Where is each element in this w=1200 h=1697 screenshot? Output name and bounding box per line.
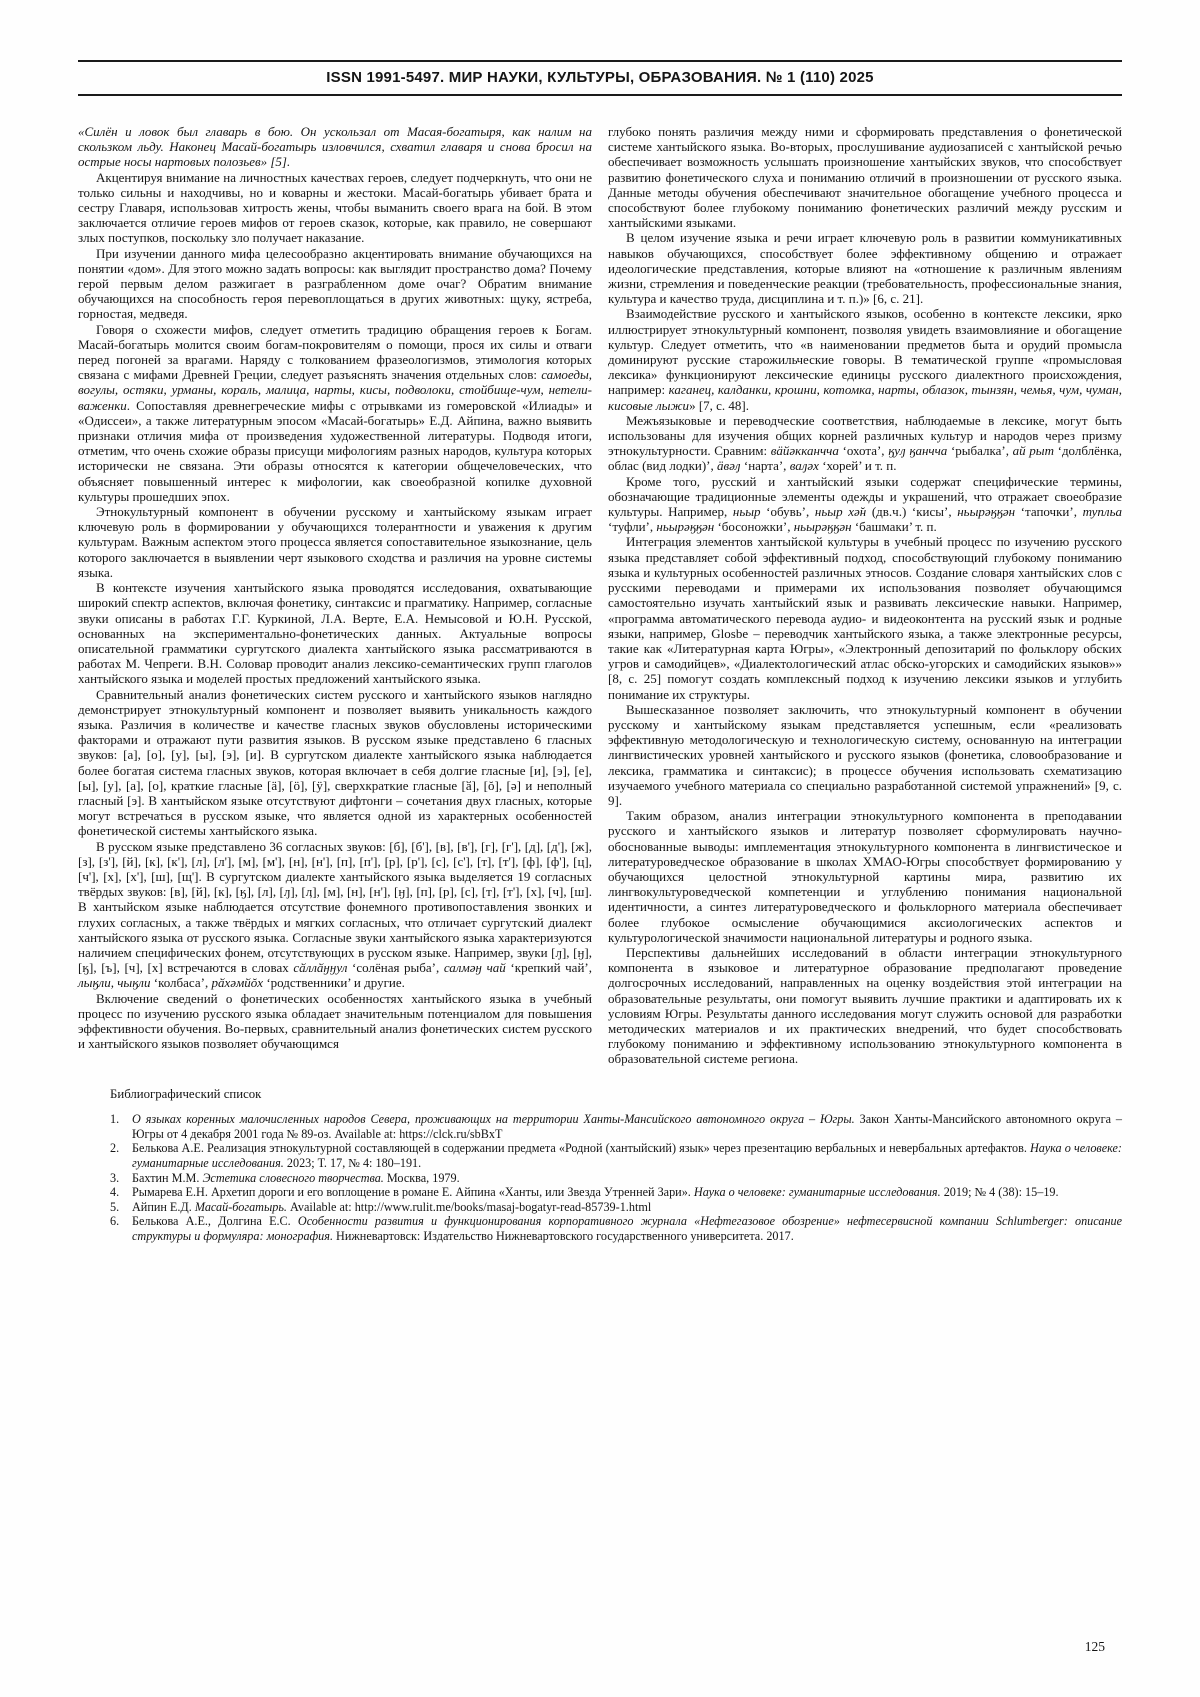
reference-number: 3.: [110, 1170, 120, 1185]
reference-item: [110, 1214, 1122, 1243]
bibliography-heading: Библиографический список: [110, 1086, 262, 1101]
reference-text: О языках коренных малочисленных народов Севера, проживающих на территории Ханты-Мансийского автономного округа – Югры. Закон Ханты-Мансийского автономного округа – Югры от 4 декабря 2001 года № 89-оз. Available at: https://clck.ru/sbBxT: [132, 1112, 1122, 1141]
paragraph: Межъязыковые и переводческие соответствия, наблюдаемые в лексике, могут быть использованы для изучения общих корней различных культур и народов через призму этнокультурности. Сравним: вӓйәкканчча ‘охота’, ӄуԓ ӄанчча ‘рыбалка’, ай рыт ‘долблёнка, облас (вид лодки)’, ӓвәԓ ‘нарта’, ваԓәх ‘хорей’ и т. п.: [608, 412, 1123, 474]
paragraph: В контексте изучения хантыйского языка проводятся исследования, охватывающие широкий спектр аспектов, включая фонетику, синтаксис и прагматику. Например, согласные звуки описаны в работах Г.Г. Куркиной, Л.А. Верте, Е.А. Немысовой и Ю.Н. Русской, основанных на экспериментально-фонетических данных. Актуальные вопросы описательной грамматики сургутского диалекта хантыйского языка рассматриваются в работах М. Чепреги. В.Н. Соловар проводит анализ лексико-семантических групп глаголов хантыйского языка и моделей простых предложений хантыйского языка.: [78, 580, 592, 687]
running-head: [78, 60, 1122, 96]
reference-text: Белькова А.Е. Реализация этнокультурной составляющей в содержании предмета «Родной (хантыйский) язык» через презентацию вербальных и невербальных артефактов. Наука о человеке: гуманитарные исследования. 2023; Т. 17, № 4: 180–191.: [132, 1141, 1122, 1170]
reference-text: Айпин Е.Д. Масай-богатырь. Available at: http://www.rulit.me/books/masaj-bogatyr-read-85739-1.html: [132, 1199, 652, 1214]
paragraph: В целом изучение языка и речи играет ключевую роль в развитии коммуникативных навыков обучающихся, способствует более эффективному общению и отражает идеологические представления, которые влияют на «отношение к различным явлениям жизни, стремления и поведенческие реакции (требовательность, профессиональные знания, культура и качество труда, дисциплина и т. п.)» [6, с. 21].: [608, 230, 1122, 307]
reference-item: [110, 1200, 1122, 1215]
left-column: [78, 124, 592, 1067]
paragraph: Перспективы дальнейших исследований в области интеграции этнокультурного компонента в языковое и литературное образование предполагают проведение долгосрочных исследований, направленных на оценку воздействия этой интеграции на образовательные результаты, они помогут выявить лучшие практики и адаптировать их к условиям Югры. Результаты данного исследования могут служить основой для разработки методических материалов и их практических внедрений, что будет способствовать глубокому пониманию и эффективному использованию этнокультурного компонента в образовательной системе региона.: [608, 944, 1122, 1067]
paragraph: Говоря о схожести мифов, следует отметить традицию обращения героев к Богам. Масай-богатырь молится своим богам-покровителям о помощи, прося их силы и отваги перед погоней за врагами. Наряду с толкованием фразеологизмов, этимология которых связана с мифами Древней Греции, следует разъяснять значения отдельных слов: самоеды, вогулы, остяки, урманы, кораль, малица, нарты, кисы, подволоки, стойбище-чум, нетели-важенки. Сопоставляя древнегреческие мифы с отрывками из гомеровской «Илиады» и «Одиссеи», а также литературным эпосом «Масай-богатырь» Е.Д. Айпина, важно выявить признаки отличия мифа от произведения художественной литературы. Подводя итоги, отметим, что очень схожие образы присущи мифологиям разных народов, культура которых исторически не связана. Эти образы относятся к категории общечеловеческих, что объясняет повышенный интерес к мифологии, как своеобразной копилке духовной культуры прошедших эпох.: [78, 321, 592, 504]
paragraph: Интеграция элементов хантыйской культуры в учебный процесс по изучению русского языка представляет собой эффективный подход, способствующий глубокому пониманию языка и культурных особенностей различных этносов. Создание словаря хантыйских слов с русскими переводами и примерами их использования позволяет обучающимся самостоятельно изучать хантыйский язык и развивать лексические навыки. Например, «программа автоматического перевода аудио- и видеоконтента на русский язык и родные языки, например, Glosbe – переводчик хантыйского языка, а также электронные ресурсы, такие как «Литературная карта Югры», «Электронный депозитарий по фольклору обских угров и самодийцев», «Диалектологический атлас обско-угорских и самодийских языков»» [8, с. 25] помогут создать комплексный подход к изучению лексики языков и углубить понимание их структуры.: [608, 534, 1122, 702]
bibliography-section: [110, 1087, 1122, 1244]
right-column: [608, 124, 1122, 1067]
reference-number: 5.: [110, 1199, 120, 1214]
reference-number: 4.: [110, 1185, 120, 1200]
reference-text: Белькова А.Е., Долгина Е.С. Особенности развития и функционирования корпоративного журнала «Нефтегазовое обозрение» нефтесервисной компании Schlumberger: описание структуры и формуляра: монография. Нижневартовск: Издательство Нижневартовского государственного университета. 2017.: [132, 1214, 1122, 1243]
paragraph: Акцентируя внимание на личностных качествах героев, следует подчеркнуть, что они не только сильны и находчивы, но и коварны и жестоки. Масай-богатырь убивает брата и сестру Главаря, использовав хитрость жены, чтобы выманить своего врага на бой. В этом заключается отличие героев мифов от героев сказок, которые, как правило, не совершают злых поступков, поскольку зло получает наказание.: [78, 169, 592, 246]
paragraph: Взаимодействие русского и хантыйского языков, особенно в контексте лексики, ярко иллюстрирует этнокультурный компонент, позволяя увидеть взаимовлияние и обогащение культур. Следует отметить, что «в наименовании предметов быта и орудий промысла доминируют русские старожильческие говоры. В тематической группе «промысловая лексика» функционируют лексические единицы русского диалектного происхождения, например: каганец, калданки, крошни, котомка, нарты, облазок, тынзян, чемья, чум, чуман, кисовые лыжи» [7, с. 48].: [608, 306, 1123, 413]
reference-text: Бахтин М.М. Эстетика словесного творчества. Москва, 1979.: [132, 1170, 460, 1185]
paragraph: «Силён и ловок был главарь в бою. Он ускользал от Масая-богатыря, как налим на скользком льду. Наконец Масай-богатырь изловчился, схватил главаря и снова бросил на острые носы нартовых полозьев» [5].: [78, 124, 592, 170]
paragraph: Сравнительный анализ фонетических систем русского и хантыйского языков наглядно демонстрирует этнокультурный компонент и позволяет выявить уникальность каждого языка. Различия в количестве и качестве гласных звуков обусловлены историческими факторами и отражают пути развития языков. В русском языке представлено 6 гласных звуков: [а], [о], [у], [ы], [э], [и]. В сургутском диалекте хантыйского языка наблюдается более богатая система гласных звуков, которая включает в себя долгие гласные [и], [э], [е], [ы], [у], [а], [о], краткие гласные [ӓ], [ӧ], [ӱ], сверхкраткие гласные [ӑ], [ŏ], [ә] и неполный гласный [э]. В хантыйском языке отсутствуют дифтонги – сочетания двух гласных, которые могут встречаться в русском языке, что является одной из характерных особенностей фонетической системы хантыйского языка.: [78, 686, 592, 839]
reference-number: 1.: [110, 1112, 120, 1127]
paragraph: При изучении данного мифа целесообразно акцентировать внимание обучающихся на понятии «дом». Для этого можно задать вопросы: как выглядит пространство дома? Почему герой первым делом разжигает в разграбленном доме очаг? Обратим внимание обучающихся на способность героя перевоплощаться в других животных: щуку, ястреба, горностая, медведя.: [78, 245, 592, 322]
paragraph: глубоко понять различия между ними и сформировать представления о фонетической системе хантыйского языка. Во-вторых, прослушивание аудиозаписей с хантыйской речью обеспечивает возможность услышать произношение хантыйских звуков, что способствует развитию фонетического слуха и пониманию отличий в произношении от русского языка. Данные методы обучения обеспечивают значительное обогащение учебного процесса и способствуют более глубокому пониманию фонетических различий между русским и хантыйскими языками.: [608, 124, 1122, 231]
paragraph: Этнокультурный компонент в обучении русскому и хантыйскому языкам играет ключевую роль в формировании у обучающихся толерантности и уважения к другим культурам. Важным аспектом этого процесса является сопоставительное языкознание, цель которого заключается в выявлении черт языкового сходства и различия на уровне системы языка.: [78, 504, 592, 580]
page-number: 125: [1084, 1639, 1105, 1654]
paragraph: Вышесказанное позволяет заключить, что этнокультурный компонент в обучении русскому и хантыйскому языкам представляется успешным, если «реализовать эффективную методологическую и технологическую систему, основанную на интеграции лингвистических уровней хантыйского и русского языков (фонетика, словообразование и лексика, грамматика и синтаксис); в процессе обучения использовать схематизацию изучаемого учебного материала со специально разработанной системой упражнений» [9, с. 9].: [608, 701, 1122, 808]
journal-title: ISSN 1991-5497. МИР НАУКИ, КУЛЬТУРЫ, ОБРАЗОВАНИЯ. № 1 (110) 2025: [326, 69, 874, 86]
reference-item: [110, 1185, 1122, 1200]
reference-text: Рымарева Е.Н. Архетип дороги и его воплощение в романе Е. Айпина «Ханты, или Звезда Утренней Зари». Наука о человеке: гуманитарные исследования. 2019; № 4 (38): 15–19.: [132, 1185, 1059, 1200]
reference-item: [110, 1112, 1122, 1141]
reference-number: 6.: [110, 1214, 120, 1229]
reference-number: 2.: [110, 1141, 120, 1156]
article-body: [78, 124, 1122, 1067]
reference-item: [110, 1171, 1122, 1186]
paragraph: В русском языке представлено 36 согласных звуков: [б], [б'], [в], [в'], [г], [г'], [д], [д'], [ж], [з], [з'], [й], [к], [к'], [л], [л'], [м], [м'], [н], [н'], [п], [п'], [р], [р'], [с], [с'], [т], [т'], [ф], [ф'], [ц], [ч'], [х], [х'], [ш], [щ']. В сургутском диалекте хантыйского языка выделяется 19 согласных твёрдых звуков: [в], [й], [к], [ӄ], [л], [ԓ], [ӆ], [м], [н], [н'], [ӈ], [п], [р], [с], [т], [т'], [х], [ч], [ш]. В хантыйском языке наблюдается отсутствие фонемного противопоставления звонких и глухих согласных, а также твёрдых и мягких согласных, что отличает сургутский диалект хантыйского языка от русского языка. Согласные звуки хантыйского языка характеризуются наличием специфических фонем, отсутствующих в русском языке. Например, звуки [ԓ], [ӈ], [ӄ], [ъ], [ч], [х] встречаются в словах сӑллӑӈӈул ‘солёная рыба’, салмәӈ чай ‘крепкий чай’, лыӄли, чыӄли ‘колбаса’, рӑхәмйŏх ‘родственники’ и другие.: [78, 838, 592, 991]
reference-item: [110, 1141, 1122, 1170]
paragraph: Кроме того, русский и хантыйский языки содержат специфические термины, обозначающие традиционные элементы одежды и украшений, что отражает своеобразие культуры. Например, ньыр ‘обувь’, ньыр хә̆н (дв.ч.) ‘кисы’, ньырәӄӄән ‘тапочки’, тупльа ‘туфли’, ньырәӄӄән ‘босоножки’, ньырәӄӄән ‘башмаки’ т. п.: [608, 473, 1122, 535]
paragraph: Включение сведений о фонетических особенностях хантыйского языка в учебный процесс по изучению русского языка обладает значительным потенциалом для повышения эффективности обучения. Во-первых, сравнительный анализ фонетических систем русского и хантыйского языков позволяет обучающимся: [78, 990, 592, 1052]
paragraph: Таким образом, анализ интеграции этнокультурного компонента в преподавании русского и хантыйского языков и литератур позволяет сформулировать научно-обоснованные выводы: имплементация этнокультурного компонента в лингвистическое и литературоведческое образование в школах ХМАО-Югры способствует формированию у обучающихся целостной этнокультурной картины мира, развитию их лингвокультуроведческой компетенции и углублению понимания национальной идентичности, а синтез литературоведческого и фольклорного материала обеспечивает более глубокое осмысление обучающимися аксиологических аспектов и культурологической значимости национальной литературы и родного языка.: [608, 808, 1122, 945]
